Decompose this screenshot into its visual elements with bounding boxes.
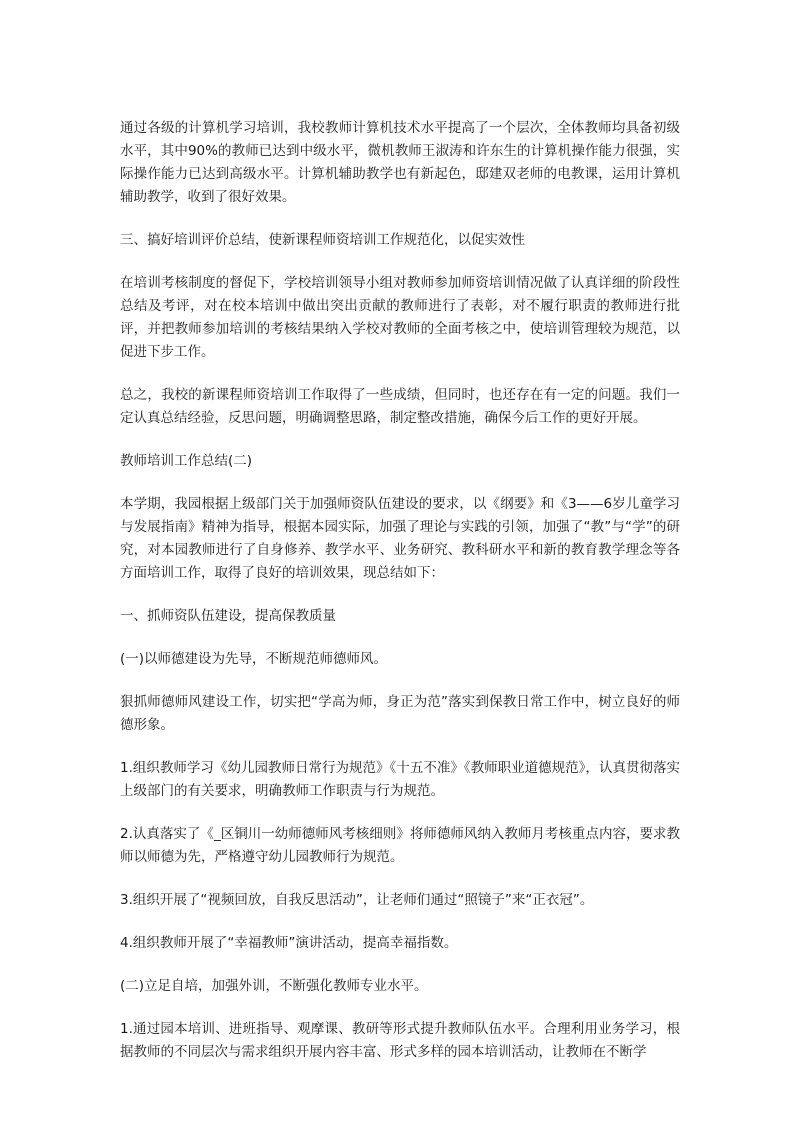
list-item-1: 1.组织教师学习《幼儿园教师日常行为规范》《十五不准》《教师职业道德规范》，认真贯彻落实上级部门的有关要求，明确教师工作职责与行为规范。 (120, 760, 680, 799)
paragraph-intro: 本学期，我园根据上级部门关于加强师资队伍建设的要求，以《纲要》和《3——6岁儿童学习与发展指南》精神为指导，根据本园实际，加强了理论与实践的引领，加强了“教”与“学”的研究，对本园教师进行了自身修养、教学水平、业务研究、教科研水平和新的教育教学理念等各方面培训工作，取得了良好的培训效果，现总结如下： (120, 496, 680, 581)
paragraph-evaluation: 在培训考核制度的督促下，学校培训领导小组对教师参加师资培训情况做了认真详细的阶段性总结及考评，对在校本培训中做出突出贡献的教师进行了表彰，对不履行职责的教师进行批评，并把教师参加培训的考核结果纳入学校对教师的全面考核之中，使培训管理较为规范，以促进下步工作。 (120, 275, 680, 360)
list-item-3: 3.组织开展了“视频回放，自我反思活动”，让老师们通过“照镜子”来“正衣冠”。 (120, 892, 594, 908)
heading-evaluation: 三、搞好培训评价总结，使新课程师资培训工作规范化，以促实效性 (120, 232, 525, 248)
subheading-self-training: (二)立足自培，加强外训，不断强化教师专业水平。 (120, 978, 428, 994)
list-item-training-1: 1.通过园本培训、进班指导、观摩课、教研等形式提升教师队伍水平。合理利用业务学习，根据教师的不同层次与需求组织开展内容丰富、形式多样的园本培训活动，让教师在不断学 (120, 1021, 680, 1060)
paragraph-ethics: 狠抓师德师风建设工作，切实把“学高为师，身正为范”落实到保教日常工作中，树立良好的师德形象。 (120, 694, 680, 733)
paragraph-computer-training: 通过各级的计算机学习培训，我校教师计算机技术水平提高了一个层次，全体教师均具备初级水平，其中90%的教师已达到中级水平，微机教师王淑涛和许东生的计算机操作能力很强，实际操作能力已达到高级水平。计算机辅助教学也有新起色，邸建双老师的电教课，运用计算机辅助教学，收到了很好效果。 (120, 120, 680, 205)
paragraph-conclusion: 总之，我校的新课程师资培训工作取得了一些成绩，但同时，也还存在有一定的问题。我们一定认真总结经验，反思问题，明确调整思路，制定整改措施，确保今后工作的更好开展。 (120, 387, 680, 426)
list-item-2: 2.认真落实了《_区铜川一幼师德师风考核细则》将师德师风纳入教师月考核重点内容，要求教师以师德为先，严格遵守幼儿园教师行为规范。 (120, 826, 680, 865)
subheading-ethics: (一)以师德建设为先导，不断规范师德师风。 (120, 651, 388, 667)
list-item-4: 4.组织教师开展了“幸福教师”演讲活动，提高幸福指数。 (120, 935, 458, 951)
section-title-summary-2: 教师培训工作总结(二) (120, 453, 253, 469)
heading-teacher-team: 一、抓师资队伍建设，提高保教质量 (120, 608, 336, 624)
document-body (120, 117, 680, 1084)
